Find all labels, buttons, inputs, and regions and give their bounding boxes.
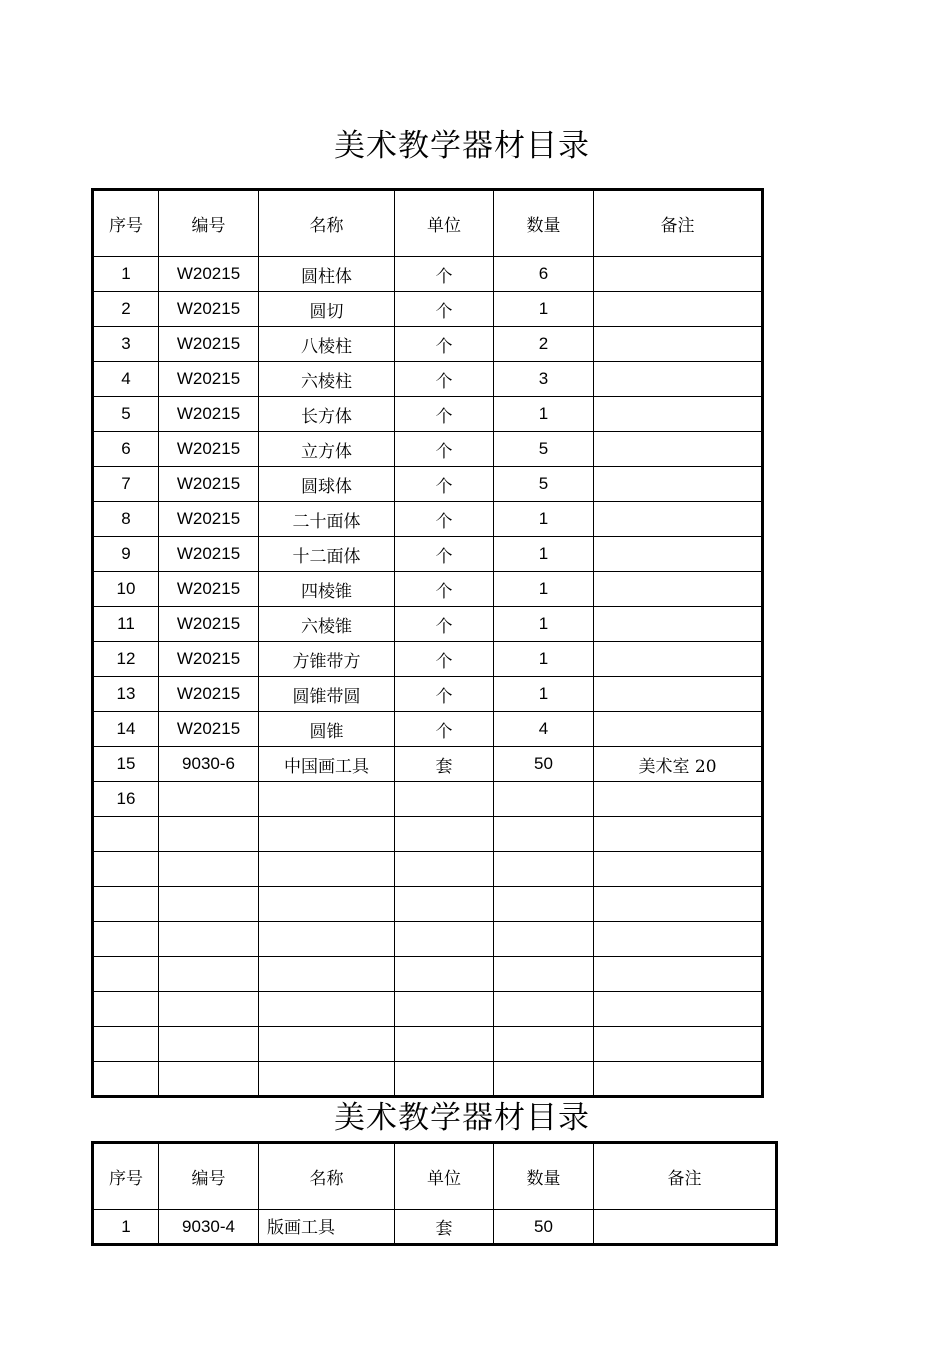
cell-unit: 个 (395, 642, 494, 677)
cell-index (93, 957, 159, 992)
cell-remark (594, 502, 763, 537)
cell-name: 圆锥带圆 (259, 677, 395, 712)
cell-remark (594, 537, 763, 572)
cell-index: 6 (93, 432, 159, 467)
cell-index: 11 (93, 607, 159, 642)
header-unit: 单位 (395, 190, 494, 257)
cell-quantity: 2 (494, 327, 594, 362)
cell-index: 9 (93, 537, 159, 572)
cell-code: W20215 (159, 537, 259, 572)
cell-name (259, 782, 395, 817)
cell-unit: 套 (395, 1210, 494, 1245)
cell-remark (594, 292, 763, 327)
header-name: 名称 (259, 190, 395, 257)
header-code: 编号 (159, 190, 259, 257)
cell-index: 1 (93, 1210, 159, 1245)
cell-name: 六棱锥 (259, 607, 395, 642)
cell-name: 长方体 (259, 397, 395, 432)
cell-name: 八棱柱 (259, 327, 395, 362)
cell-index: 15 (93, 747, 159, 782)
cell-code: 9030-6 (159, 747, 259, 782)
cell-code: W20215 (159, 397, 259, 432)
cell-index (93, 852, 159, 887)
cell-name: 方锥带方 (259, 642, 395, 677)
table-row (93, 362, 763, 397)
table-row (93, 607, 763, 642)
cell-remark (594, 257, 763, 292)
table-row (93, 1210, 777, 1245)
cell-quantity: 3 (494, 362, 594, 397)
cell-code (159, 957, 259, 992)
cell-remark (594, 572, 763, 607)
cell-unit: 个 (395, 502, 494, 537)
cell-index: 8 (93, 502, 159, 537)
cell-code (159, 1062, 259, 1097)
cell-index: 13 (93, 677, 159, 712)
cell-unit: 个 (395, 397, 494, 432)
cell-code (159, 852, 259, 887)
cell-quantity (494, 1062, 594, 1097)
table-row (93, 747, 763, 782)
cell-name (259, 1027, 395, 1062)
cell-index: 16 (93, 782, 159, 817)
cell-unit (395, 922, 494, 957)
cell-quantity: 1 (494, 572, 594, 607)
cell-index: 14 (93, 712, 159, 747)
cell-unit (395, 957, 494, 992)
header-quantity: 数量 (494, 1143, 594, 1210)
cell-index: 5 (93, 397, 159, 432)
cell-unit: 套 (395, 747, 494, 782)
header-remark: 备注 (594, 190, 763, 257)
cell-unit (395, 1027, 494, 1062)
cell-quantity: 1 (494, 292, 594, 327)
cell-unit: 个 (395, 677, 494, 712)
cell-quantity: 1 (494, 537, 594, 572)
cell-name (259, 852, 395, 887)
cell-name: 中国画工具 (259, 747, 395, 782)
table-row (93, 782, 763, 817)
cell-unit: 个 (395, 257, 494, 292)
table-row (93, 327, 763, 362)
header-remark: 备注 (594, 1143, 777, 1210)
table-row (93, 992, 763, 1027)
cell-code (159, 782, 259, 817)
table-row (93, 712, 763, 747)
table-row (93, 922, 763, 957)
cell-unit: 个 (395, 292, 494, 327)
cell-remark (594, 607, 763, 642)
cell-remark (594, 817, 763, 852)
cell-remark (594, 327, 763, 362)
cell-index: 1 (93, 257, 159, 292)
cell-index (93, 992, 159, 1027)
cell-name (259, 887, 395, 922)
cell-remark (594, 1027, 763, 1062)
header-index: 序号 (93, 1143, 159, 1210)
cell-index: 12 (93, 642, 159, 677)
table-row (93, 572, 763, 607)
cell-quantity (494, 992, 594, 1027)
cell-unit: 个 (395, 432, 494, 467)
table-header-row (93, 1143, 777, 1210)
table-row (93, 537, 763, 572)
cell-code: W20215 (159, 257, 259, 292)
table-row (93, 852, 763, 887)
cell-name: 版画工具 (259, 1210, 395, 1245)
table-row (93, 397, 763, 432)
equipment-catalog-table (91, 1141, 778, 1246)
cell-name (259, 1062, 395, 1097)
table-row (93, 292, 763, 327)
cell-remark (594, 642, 763, 677)
cell-code: W20215 (159, 712, 259, 747)
cell-remark: 美术室 20 (594, 747, 763, 782)
cell-code: 9030-4 (159, 1210, 259, 1245)
cell-name (259, 992, 395, 1027)
table-row (93, 677, 763, 712)
cell-unit: 个 (395, 712, 494, 747)
cell-quantity: 6 (494, 257, 594, 292)
cell-remark (594, 677, 763, 712)
cell-unit (395, 782, 494, 817)
table-row (93, 817, 763, 852)
cell-remark (594, 397, 763, 432)
cell-remark (594, 432, 763, 467)
cell-quantity (494, 1027, 594, 1062)
table-row (93, 1062, 763, 1097)
cell-remark (594, 922, 763, 957)
cell-index (93, 887, 159, 922)
cell-quantity: 50 (494, 1210, 594, 1245)
cell-code (159, 887, 259, 922)
cell-index: 10 (93, 572, 159, 607)
cell-name: 圆切 (259, 292, 395, 327)
cell-remark (594, 992, 763, 1027)
cell-remark (594, 467, 763, 502)
cell-name: 圆锥 (259, 712, 395, 747)
cell-index: 7 (93, 467, 159, 502)
table-body (93, 257, 763, 1097)
cell-name: 十二面体 (259, 537, 395, 572)
cell-code: W20215 (159, 677, 259, 712)
table-row (93, 1027, 763, 1062)
cell-unit: 个 (395, 362, 494, 397)
cell-code: W20215 (159, 607, 259, 642)
cell-quantity: 4 (494, 712, 594, 747)
cell-index: 3 (93, 327, 159, 362)
cell-quantity (494, 922, 594, 957)
header-unit: 单位 (395, 1143, 494, 1210)
cell-quantity: 1 (494, 642, 594, 677)
cell-code: W20215 (159, 572, 259, 607)
cell-quantity: 1 (494, 397, 594, 432)
table-header-row (93, 190, 763, 257)
cell-name: 二十面体 (259, 502, 395, 537)
cell-unit: 个 (395, 607, 494, 642)
cell-remark (594, 1062, 763, 1097)
cell-unit (395, 817, 494, 852)
table-body (93, 1210, 777, 1245)
table-row (93, 432, 763, 467)
cell-index: 2 (93, 292, 159, 327)
cell-unit (395, 992, 494, 1027)
cell-quantity (494, 852, 594, 887)
cell-code (159, 817, 259, 852)
cell-quantity: 1 (494, 677, 594, 712)
cell-name: 立方体 (259, 432, 395, 467)
catalog-title: 美术教学器材目录 (334, 1100, 590, 1136)
cell-name (259, 922, 395, 957)
cell-name: 圆柱体 (259, 257, 395, 292)
cell-code: W20215 (159, 467, 259, 502)
cell-unit (395, 852, 494, 887)
table-row (93, 887, 763, 922)
cell-unit (395, 1062, 494, 1097)
cell-unit: 个 (395, 467, 494, 502)
cell-code: W20215 (159, 502, 259, 537)
header-name: 名称 (259, 1143, 395, 1210)
cell-unit: 个 (395, 537, 494, 572)
cell-remark (594, 362, 763, 397)
cell-code (159, 992, 259, 1027)
cell-name (259, 957, 395, 992)
cell-quantity: 5 (494, 467, 594, 502)
cell-name: 六棱柱 (259, 362, 395, 397)
cell-code: W20215 (159, 362, 259, 397)
cell-code: W20215 (159, 432, 259, 467)
header-code: 编号 (159, 1143, 259, 1210)
cell-quantity (494, 782, 594, 817)
cell-name (259, 817, 395, 852)
header-quantity: 数量 (494, 190, 594, 257)
cell-remark (594, 852, 763, 887)
cell-name: 四棱锥 (259, 572, 395, 607)
cell-remark (594, 782, 763, 817)
cell-code: W20215 (159, 292, 259, 327)
cell-index (93, 1062, 159, 1097)
cell-quantity: 5 (494, 432, 594, 467)
cell-unit: 个 (395, 327, 494, 362)
equipment-catalog-table (91, 188, 764, 1098)
cell-code: W20215 (159, 327, 259, 362)
cell-quantity (494, 887, 594, 922)
table-row (93, 642, 763, 677)
cell-quantity: 1 (494, 502, 594, 537)
cell-remark (594, 712, 763, 747)
table-row (93, 957, 763, 992)
cell-code: W20215 (159, 642, 259, 677)
cell-index (93, 1027, 159, 1062)
table-row (93, 257, 763, 292)
cell-index (93, 817, 159, 852)
cell-remark (594, 1210, 777, 1245)
cell-quantity (494, 957, 594, 992)
cell-index: 4 (93, 362, 159, 397)
cell-quantity: 1 (494, 607, 594, 642)
cell-quantity: 50 (494, 747, 594, 782)
header-index: 序号 (93, 190, 159, 257)
cell-remark (594, 957, 763, 992)
cell-index (93, 922, 159, 957)
cell-unit: 个 (395, 572, 494, 607)
catalog-title: 美术教学器材目录 (334, 128, 590, 164)
cell-quantity (494, 817, 594, 852)
cell-code (159, 922, 259, 957)
table-row (93, 502, 763, 537)
cell-code (159, 1027, 259, 1062)
cell-unit (395, 887, 494, 922)
cell-remark (594, 887, 763, 922)
table-row (93, 467, 763, 502)
cell-name: 圆球体 (259, 467, 395, 502)
